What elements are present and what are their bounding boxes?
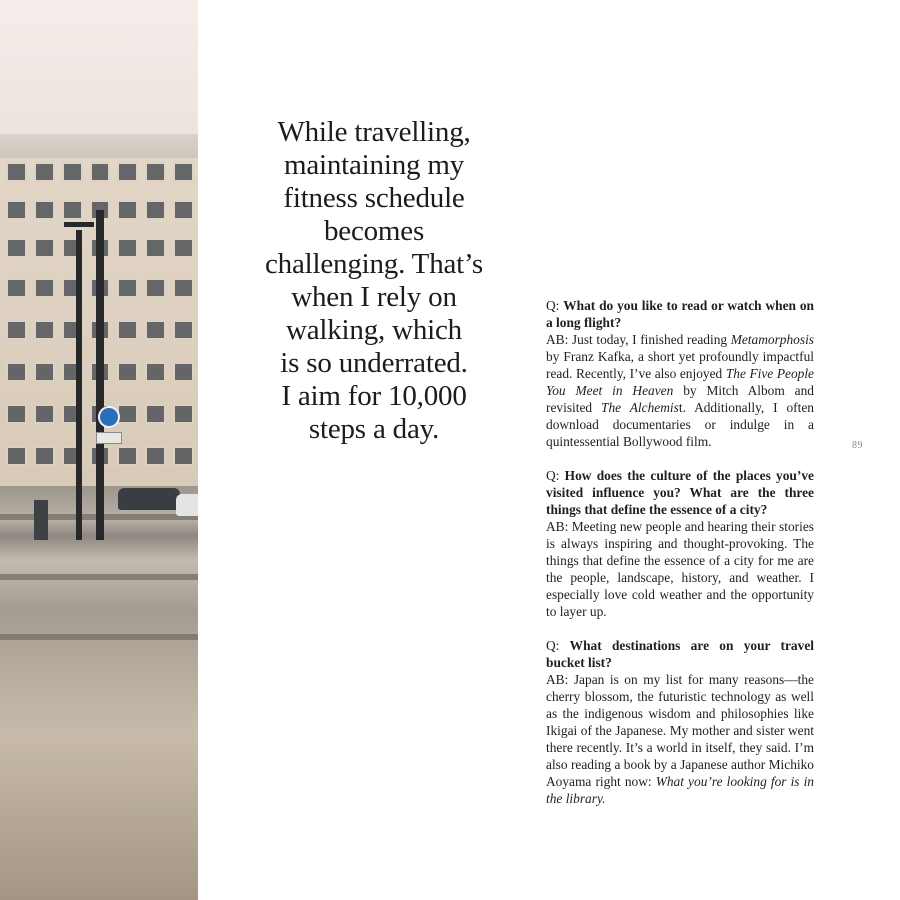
- street-photo: [0, 0, 198, 900]
- pull-quote-line: maintaining my: [283, 149, 465, 181]
- pull-quote-line: is so underrated.: [280, 347, 468, 379]
- pull-quote-line: walking, which: [285, 314, 462, 346]
- answer: AB: Meeting new people and hearing their stories is always inspiring and thought-provoking. The things that define the essence of a city for me are the people, landscape, history, and weather. I especially love cold weather and the opportunity to layer up.: [546, 519, 814, 619]
- question: Q: What destinations are on your travel bucket list?: [546, 638, 814, 670]
- pull-quote-line: fitness schedule: [283, 182, 465, 214]
- photo-car: [176, 494, 198, 516]
- pull-quote: [248, 116, 500, 446]
- question-text: What do you like to read or watch when on a long flight?: [546, 298, 814, 330]
- pull-quote-line: steps a day.: [308, 413, 440, 445]
- question: Q: How does the culture of the places you’ve visited influence you? What are the three things that define the essence of a city?: [546, 468, 814, 517]
- photo-car: [118, 488, 180, 510]
- question: Q: What do you like to read or watch when on a long flight?: [546, 298, 814, 330]
- page-number: 89: [852, 440, 863, 451]
- pull-quote-line: While travelling,: [277, 116, 471, 148]
- question-text: What destinations are on your travel bucket list?: [546, 638, 814, 670]
- qa-block: [546, 467, 814, 620]
- pull-quote-line: challenging. That’s: [265, 248, 483, 280]
- qa-block: [546, 637, 814, 807]
- answer: AB: Just today, I finished reading Metamorphosis by Franz Kafka, a short yet profoundly impactful read. Recently, I’ve also enjoyed The Five People You Meet in Heaven by Mitch Albom and revisited The Alchemist. Additionally, I often download documentaries or indulge in a quintessential Bollywood film.: [546, 332, 815, 449]
- pull-quote-line: becomes: [323, 215, 425, 247]
- photo-sky: [0, 0, 198, 150]
- qa-block: [546, 297, 814, 450]
- photo-bin: [34, 500, 48, 540]
- photo-lamp-post: [76, 230, 82, 540]
- photo-street: [0, 486, 198, 900]
- interview-column: [546, 297, 814, 824]
- photo-lamp-arm: [64, 222, 94, 227]
- photo-lamp-post: [96, 210, 104, 540]
- photo-road-sign: [96, 432, 122, 444]
- photo-road-sign: [98, 406, 120, 428]
- question-text: How does the culture of the places you’ve visited influence you? What are the three things that define the essence of a city?: [546, 468, 814, 517]
- pull-quote-line: I aim for 10,000: [281, 380, 467, 412]
- pull-quote-line: when I rely on: [291, 281, 457, 313]
- answer: AB: Japan is on my list for many reasons—the cherry blossom, the futuristic technology as well as the indigenous wisdom and philosophies like Ikigai of the Japanese. My mother and sister went there recently. It’s a world in itself, they said. I’m also reading a book by a Japanese author Michiko Aoyama right now: What you’re looking for is in the library.: [546, 672, 815, 806]
